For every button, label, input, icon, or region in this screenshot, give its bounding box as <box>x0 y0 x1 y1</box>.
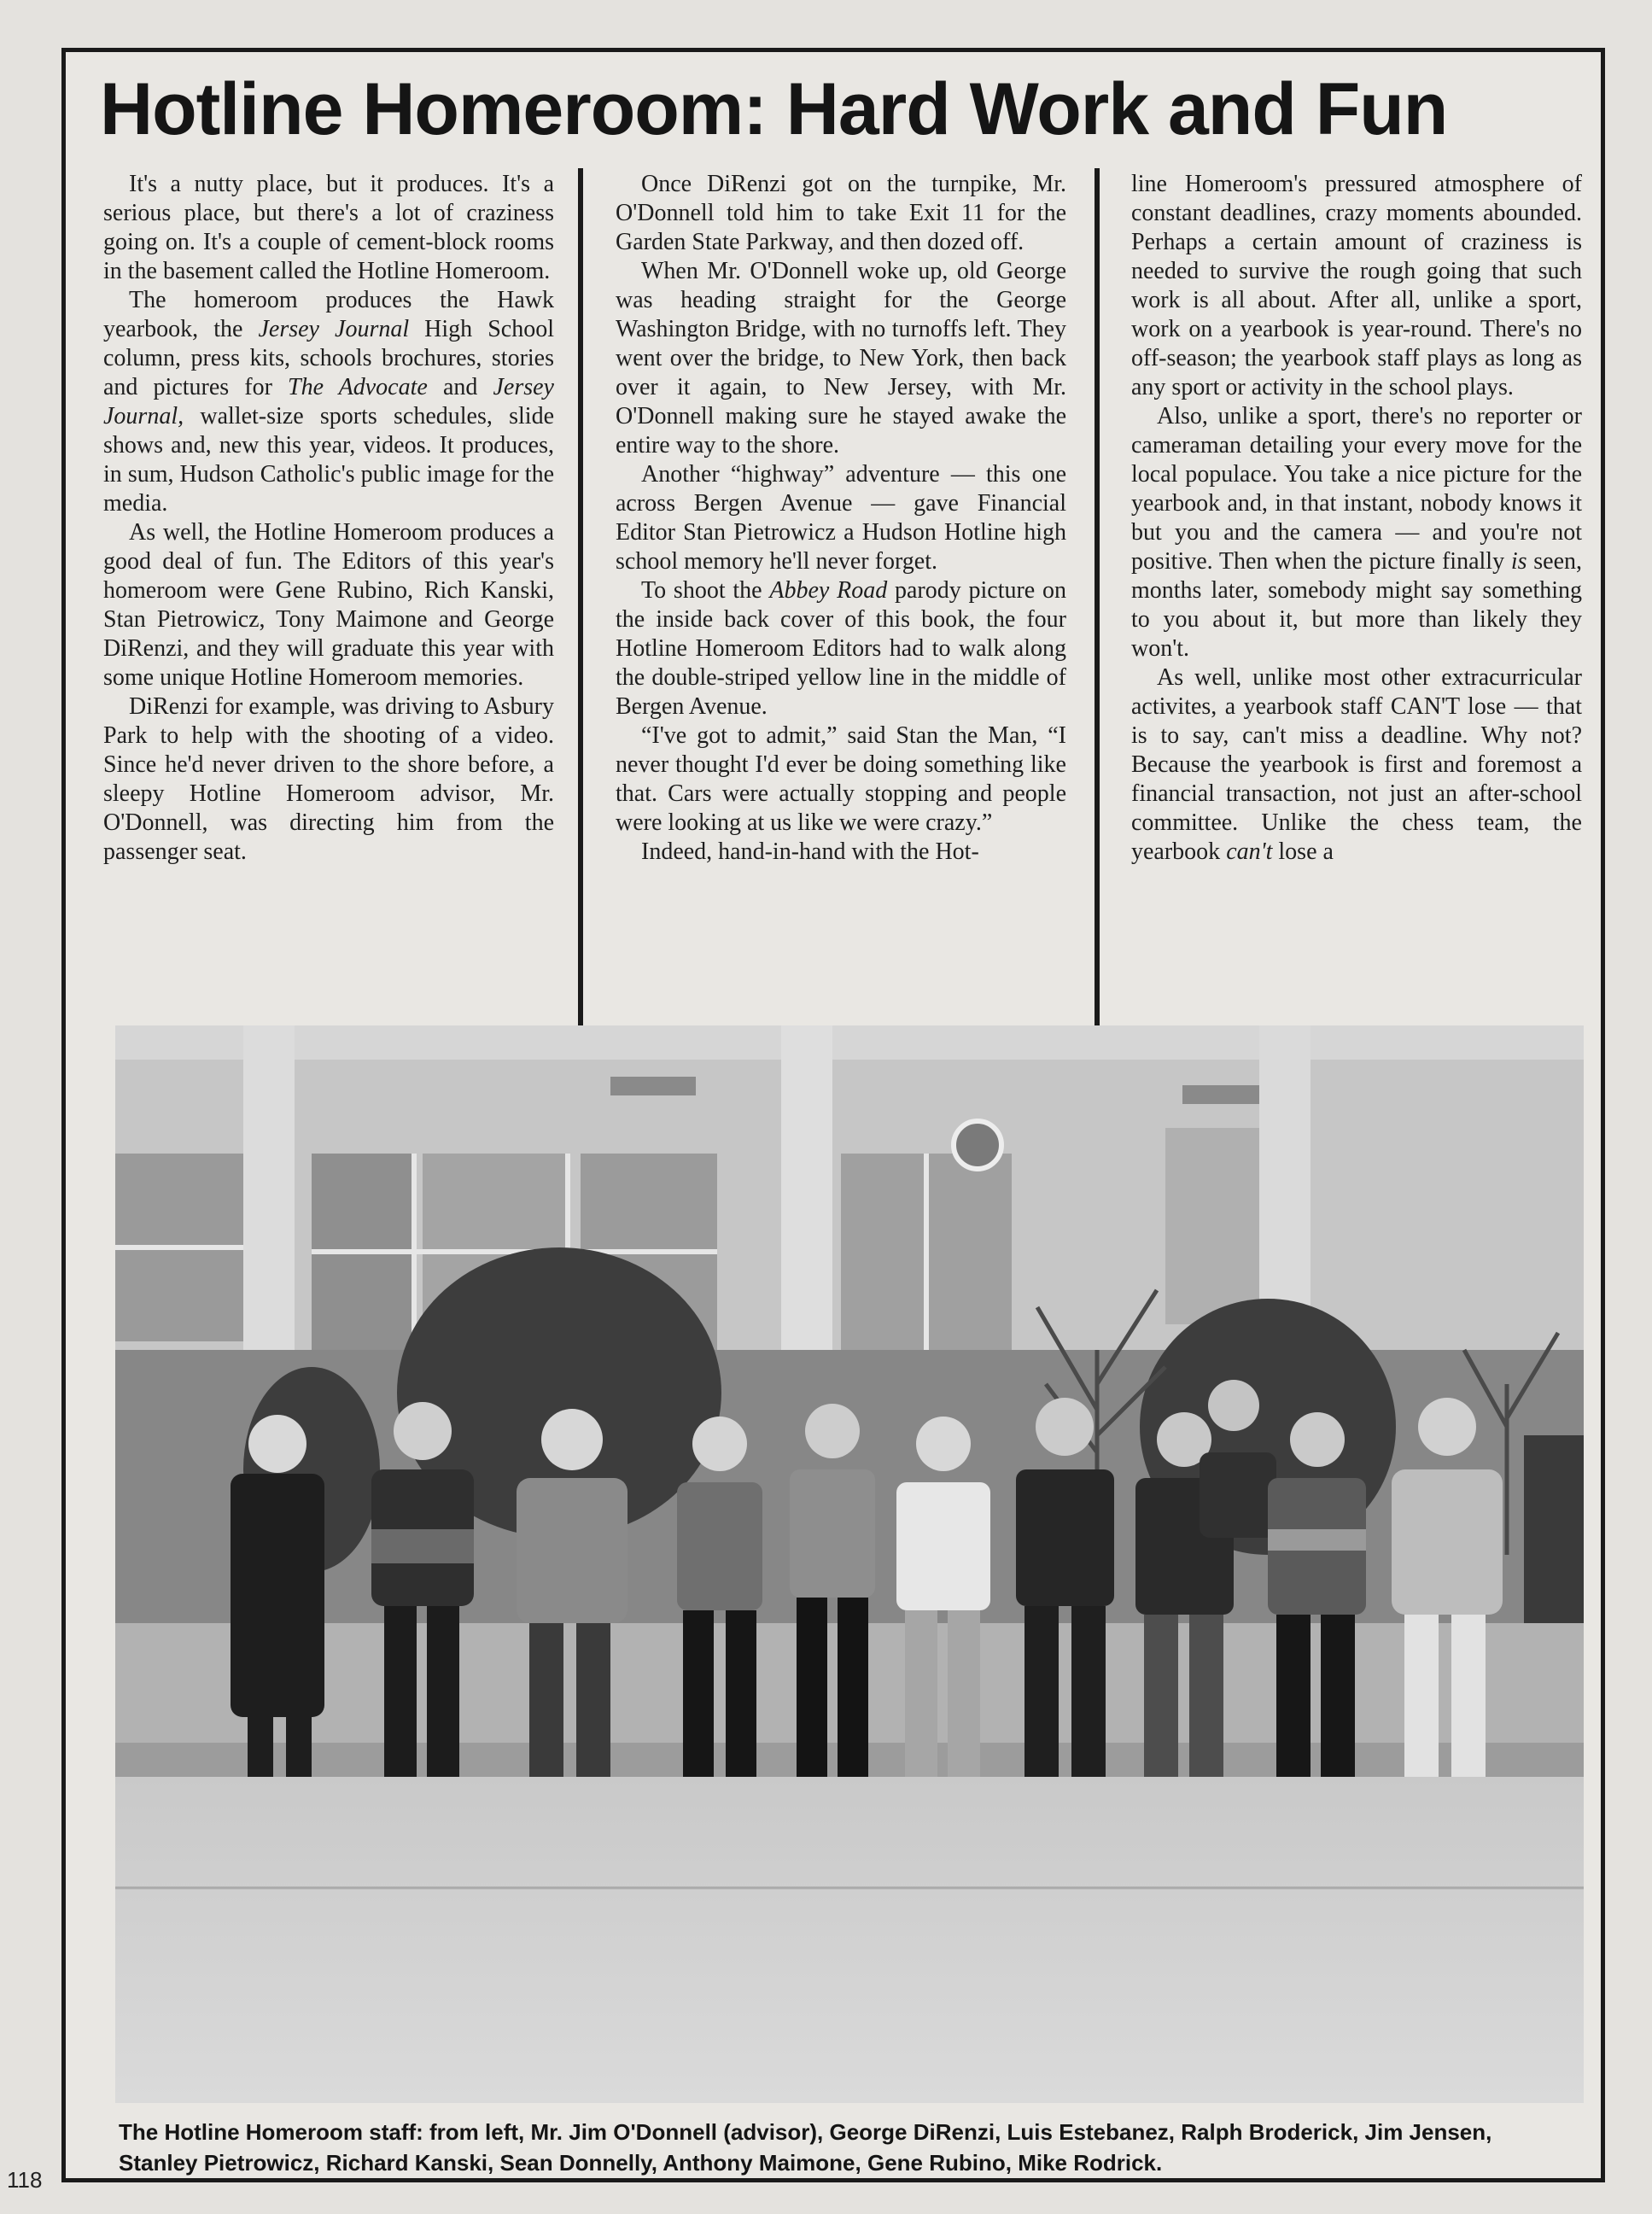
paragraph: As well, the Hotline Homeroom produces a good deal of fun. The Editors of this year's homeroom were Gene Rubino, Rich Kanski, Stan Pietrowicz, Tony Maimone and George DiRenzi, and they will graduate this year with some unique Hotline Homeroom memories. <box>103 519 554 691</box>
page-frame <box>61 48 1605 2182</box>
paragraph: It's a nutty place, but it produces. It's a serious place, but there's a lot of craziness going on. It's a couple of cement-block rooms in the basement called the Hotline Homeroom. <box>103 171 554 284</box>
column-divider <box>1095 168 1100 1046</box>
paragraph: Once DiRenzi got on the turnpike, Mr. O'Donnell told him to take Exit 11 for the Garden State Parkway, and then dozed off. <box>616 171 1066 255</box>
paragraph: Indeed, hand-in-hand with the Hot- <box>641 838 979 865</box>
paragraph: To shoot the Abbey Road parody picture on the inside back cover of this book, the four Hotline Homeroom Editors had to walk along the double-striped yellow line in the middle of Bergen Avenue. <box>616 577 1066 720</box>
paragraph: “I've got to admit,” said Stan the Man, “I never thought I'd ever be doing something like that. Cars were actually stopping and people were looking at us like we were crazy.” <box>616 722 1066 836</box>
paragraph: DiRenzi for example, was driving to Asbury Park to help with the shooting of a video. Since he'd never driven to the shore before, a sleepy Hotline Homeroom advisor, Mr. O'Donnell, was directing him from the passenger seat. <box>103 693 554 865</box>
paragraph: Also, unlike a sport, there's no reporter or cameraman detailing your every move for the local populace. You take a nice picture for the yearbook and, in that instant, nobody knows it but you and the camera — and you're not positive. Then when the picture finally is seen, months later, somebody might say something to you about it, but more than likely they won't. <box>1131 403 1582 662</box>
article-column-3 <box>1131 170 1582 1062</box>
page-title: Hotline Homeroom: Hard Work and Fun <box>100 68 1448 150</box>
article-column-2 <box>616 170 1066 1062</box>
paragraph: Another “highway” adventure — this one across Bergen Avenue — gave Financial Editor Stan Pietrowicz a Hudson Hotline high school memory he'll never forget. <box>616 461 1066 575</box>
column-divider <box>578 168 583 1046</box>
paragraph: The homeroom produces the Hawk yearbook, the Jersey Journal High School column, press kits, schools brochures, stories and pictures for The Advocate and Jersey Journal, wallet-size sports schedules, slide shows and, new this year, videos. It produces, in sum, Hudson Catholic's public image for the media. <box>103 287 554 517</box>
photo-caption: The Hotline Homeroom staff: from left, Mr. Jim O'Donnell (advisor), George DiRenzi, Luis Estebanez, Ralph Broderick, Jim Jensen, Stanley Pietrowicz, Richard Kanski, Sean Donnelly, Anthony Maimone, Gene Rubino, Mike Rodrick. <box>119 2119 1492 2176</box>
paragraph: When Mr. O'Donnell woke up, old George was heading straight for the George Washington Bridge, with no turnoffs left. They went over the bridge, to New York, then back over it again, to New Jersey, with Mr. O'Donnell making sure he stayed awake the entire way to the shore. <box>616 258 1066 459</box>
paragraph: As well, unlike most other extracurricular activites, a yearbook staff CAN'T lose — that is to say, can't miss a deadline. Why not? Because the yearbook is first and foremost a financial transaction, not just an after-school committee. Unlike the chess team, the yearbook can't lose a <box>1131 664 1582 865</box>
page-number: 118 <box>7 2167 43 2193</box>
paragraph: line Homeroom's pressured atmosphere of constant deadlines, crazy moments abounded. Perhaps a certain amount of craziness is needed to survive the rough going that such work is all about. After all, unlike a sport, work on a yearbook is year-round. There's no off-season; the yearbook staff plays as long as any sport or activity in the school plays. <box>1131 171 1582 400</box>
group-photo <box>115 1025 1584 2103</box>
article-column-1 <box>103 170 554 1062</box>
